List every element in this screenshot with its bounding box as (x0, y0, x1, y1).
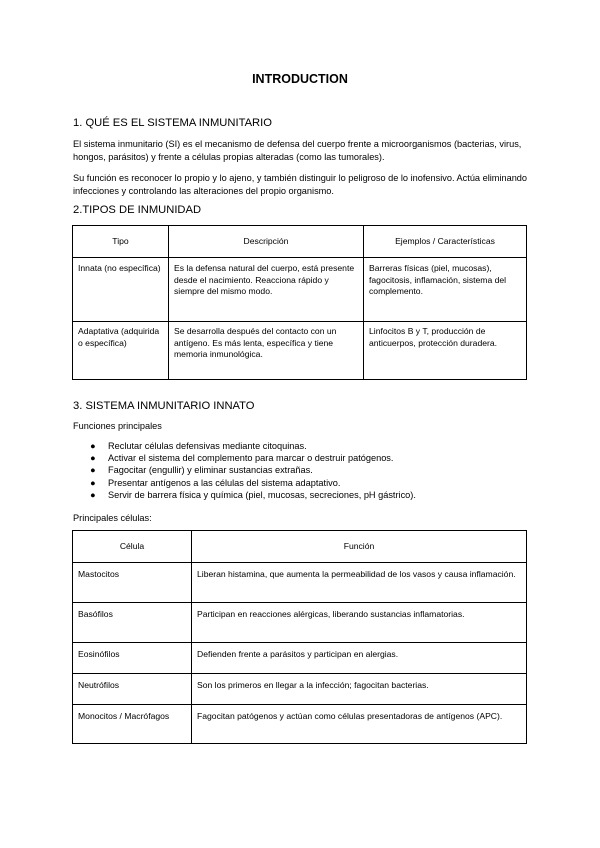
table-cell: Neutrófilos (73, 674, 192, 705)
bullet-icon: ● (90, 441, 96, 451)
list-item: ● Servir de barrera física y química (piel, mucosas, secreciones, pH gástrico). (90, 489, 416, 500)
table-header-row (73, 531, 527, 563)
table-row (73, 258, 527, 322)
bullet-icon: ● (90, 453, 96, 464)
table-row (73, 643, 527, 674)
table-cell: Monocitos / Macrófagos (73, 705, 192, 744)
bullet-icon: ● (90, 477, 96, 488)
table-cell: Basófilos (73, 603, 192, 643)
section-1-paragraph-1: El sistema inmunitario (SI) es el mecanismo de defensa del cuerpo frente a microorganismos (bacterias, virus, hongos, parásitos) y frente a células propias alteradas (como las tumorales). (73, 139, 522, 162)
table-row (73, 603, 527, 643)
section-3-heading: 3. SISTEMA INMUNITARIO INNATO (73, 400, 255, 412)
table-cell: Se desarrolla después del contacto con un antígeno. Es más lenta, específica y tiene memoria inmunológica. (169, 322, 364, 380)
table-cell: Innata (no específica) (73, 258, 169, 322)
table-row (73, 674, 527, 705)
list-item: ● Fagocitar (engullir) y eliminar sustancias extrañas. (90, 465, 313, 476)
document-title: INTRODUCTION (252, 72, 348, 86)
table-row (73, 705, 527, 744)
section-1-heading: 1. QUÉ ES EL SISTEMA INMUNITARIO (73, 117, 272, 129)
list-item: ● Reclutar células defensivas mediante citoquinas. (90, 441, 307, 451)
column-header: Ejemplos / Características (364, 226, 527, 258)
table-cell: Son los primeros en llegar a la infección; fagocitan bacterias. (192, 674, 527, 705)
functions-label: Funciones principales (73, 421, 162, 431)
immunity-types-table (72, 225, 527, 380)
column-header: Función (192, 531, 527, 563)
table-cell: Adaptativa (adquirida o específica) (73, 322, 169, 380)
table-cell: Barreras físicas (piel, mucosas), fagocitosis, inflamación, sistema del complemento. (364, 258, 527, 322)
table-header-row (73, 226, 527, 258)
bullet-icon: ● (90, 489, 96, 500)
table-cell: Defienden frente a parásitos y participan en alergias. (192, 643, 527, 674)
table-cell: Linfocitos B y T, producción de anticuerpos, protección duradera. (364, 322, 527, 380)
table-cell: Mastocitos (73, 563, 192, 603)
column-header: Tipo (73, 226, 169, 258)
list-item: ● Activar el sistema del complemento para marcar o destruir patógenos. (90, 453, 394, 464)
table-cell: Participan en reacciones alérgicas, liberando sustancias inflamatorias. (192, 603, 527, 643)
table-cell: Es la defensa natural del cuerpo, está presente desde el nacimiento. Reacciona rápido y siempre del mismo modo. (169, 258, 364, 322)
list-item: ● Presentar antígenos a las células del sistema adaptativo. (90, 477, 341, 488)
table-row (73, 322, 527, 380)
table-cell: Fagocitan patógenos y actúan como células presentadoras de antígenos (APC). (192, 705, 527, 744)
column-header: Célula (73, 531, 192, 563)
functions-list (90, 440, 416, 501)
column-header: Descripción (169, 226, 364, 258)
table-cell: Eosinófilos (73, 643, 192, 674)
section-1-paragraph-2: Su función es reconocer lo propio y lo ajeno, y también distinguir lo peligroso de lo inofensivo. Actúa eliminando infecciones y controlando las alteraciones del propio organismo. (73, 173, 528, 196)
cells-table (72, 530, 527, 744)
cells-label: Principales células: (73, 513, 152, 523)
bullet-icon: ● (90, 465, 96, 476)
section-2-heading: 2.TIPOS DE INMUNIDAD (73, 204, 202, 216)
table-row (73, 563, 527, 603)
table-cell: Liberan histamina, que aumenta la permeabilidad de los vasos y causa inflamación. (192, 563, 527, 603)
